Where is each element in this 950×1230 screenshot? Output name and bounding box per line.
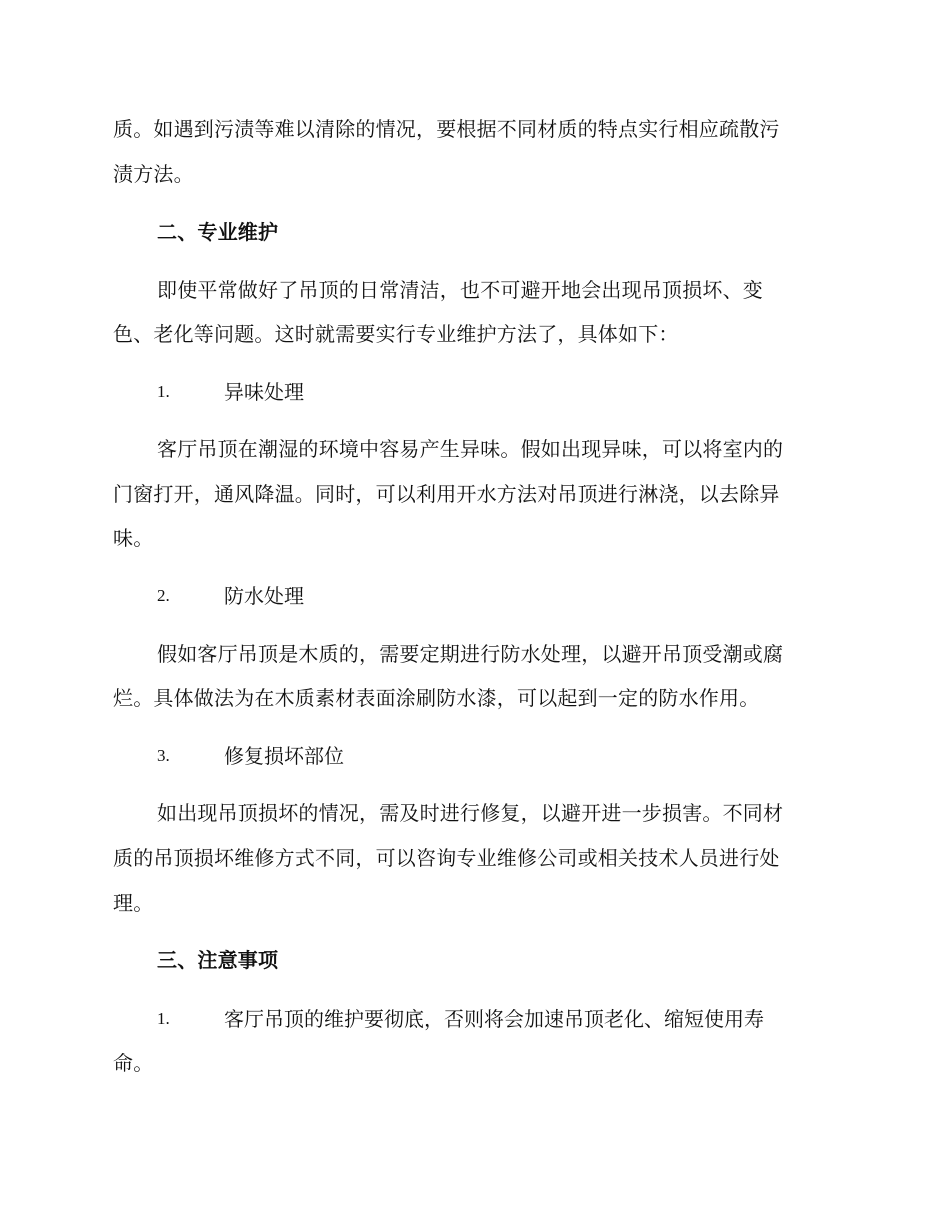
list-item-thorough-maintenance-cont: 命。 xyxy=(113,1051,154,1075)
list-item-thorough-maintenance: 客厅吊顶的维护要彻底，否则将会加速吊顶老化、缩短使用寿 xyxy=(224,1007,764,1031)
list-number-2: 2. xyxy=(157,586,170,605)
list-number-3: 3. xyxy=(157,746,170,765)
paragraph-waterproof-line-1: 假如客厅吊顶是木质的，需要定期进行防水处理，以避开吊顶受潮或腐 xyxy=(157,642,784,666)
paragraph-maintenance-line-1: 即使平常做好了吊顶的日常清洁，也不可避开地会出现吊顶损坏、变 xyxy=(157,278,763,302)
paragraph-odor-line-1: 客厅吊顶在潮湿的环境中容易产生异味。假如出现异味，可以将室内的 xyxy=(157,437,784,461)
paragraph-repair-line-2: 质的吊顶损坏维修方式不同，可以咨询专业维修公司或相关技术人员进行处 xyxy=(113,846,780,870)
paragraph-intro-line-1: 质。如遇到污渍等难以清除的情况，要根据不同材质的特点实行相应疏散污 xyxy=(113,117,780,141)
paragraph-repair-line-3: 理。 xyxy=(113,891,154,915)
paragraph-repair-line-1: 如出现吊顶损坏的情况，需及时进行修复，以避开进一步损害。不同材 xyxy=(157,801,784,825)
list-number-1: 1. xyxy=(157,382,170,401)
paragraph-intro-line-2: 渍方法。 xyxy=(113,162,194,186)
list-item-waterproofing: 防水处理 xyxy=(224,584,304,608)
section-heading-professional-maintenance: 二、专业维护 xyxy=(157,220,279,244)
paragraph-waterproof-line-2: 烂。具体做法为在木质素材表面涂刷防水漆，可以起到一定的防水作用。 xyxy=(113,686,760,710)
list-number-note-1: 1. xyxy=(157,1009,170,1028)
section-heading-precautions: 三、注意事项 xyxy=(157,948,279,972)
list-item-odor-treatment: 异味处理 xyxy=(224,380,304,404)
paragraph-odor-line-3: 味。 xyxy=(113,526,154,550)
paragraph-odor-line-2: 门窗打开，通风降温。同时，可以利用开水方法对吊顶进行淋浇，以去除异 xyxy=(113,482,780,506)
list-item-repair: 修复损坏部位 xyxy=(224,744,344,768)
paragraph-maintenance-line-2: 色、老化等问题。这时就需要实行专业维护方法了，具体如下： xyxy=(113,322,679,346)
